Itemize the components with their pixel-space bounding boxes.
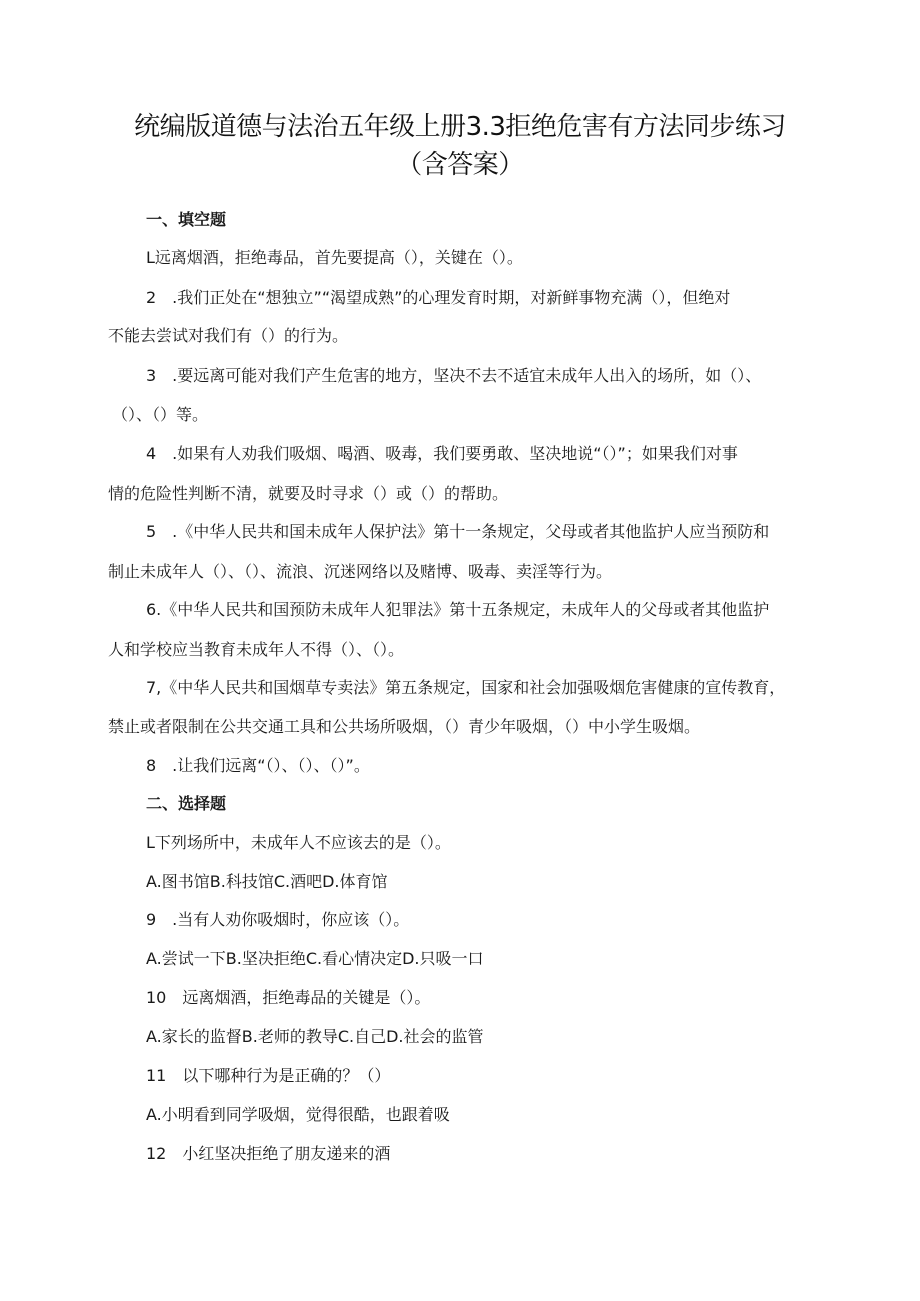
question-text: 3 .要远离可能对我们产生危害的地方，坚决不去不适宜未成年人出入的场所，如（）、 — [146, 366, 762, 385]
question-text: 5 .《中华人民共和国未成年人保护法》第十一条规定，父母或者其他监护人应当预防和 — [146, 522, 770, 541]
question-text: 10 远离烟酒，拒绝毒品的关键是（）。 — [146, 988, 431, 1007]
question-text: L远离烟酒，拒绝毒品，首先要提高（），关键在（）。 — [146, 248, 523, 267]
document-title-subtitle: （含答案） — [396, 150, 524, 180]
question-text: 9 .当有人劝你吸烟时，你应该（）。 — [146, 910, 410, 929]
question-text-continued: 不能去尝试对我们有（）的行为。 — [108, 326, 349, 345]
question-text: 6.《中华人民共和国预防未成年人犯罪法》第十五条规定，未成年人的父母或者其他监护 — [146, 600, 770, 619]
question-text-continued: 制止未成年人（）、（）、流浪、沉迷网络以及赌博、吸毒、卖淫等行为。 — [108, 562, 613, 581]
question-text: 2 .我们正处在“想独立”“渴望成熟”的心理发育时期，对新鲜事物充满（），但绝对 — [146, 288, 731, 307]
question-text: 11 以下哪种行为是正确的？（） — [146, 1066, 391, 1085]
document-title: 统编版道德与法治五年级上册3.3拒绝危害有方法同步练习 — [134, 112, 786, 142]
question-text: 8 .让我们远离“（）、（）、（）”。 — [146, 756, 370, 775]
question-options: A.尝试一下B.坚决拒绝C.看心情决定D.只吸一口 — [146, 949, 484, 968]
question-text: 4 .如果有人劝我们吸烟、喝酒、吸毒，我们要勇敢、坚决地说“（）”；如果我们对事 — [146, 444, 738, 463]
question-text-continued: 人和学校应当教育未成年人不得（）、（）。 — [108, 640, 405, 659]
question-text-continued: 情的危险性判断不清，就要及时寻求（）或（）的帮助。 — [108, 484, 509, 503]
question-text-continued: 禁止或者限制在公共交通工具和公共场所吸烟，（）青少年吸烟，（）中小学生吸烟。 — [108, 717, 701, 736]
section-heading-multiple-choice: 二、选择题 — [146, 794, 227, 813]
question-text: 12 小红坚决拒绝了朋友递来的酒 — [146, 1144, 391, 1163]
question-option: A.小明看到同学吸烟，觉得很酷，也跟着吸 — [146, 1105, 450, 1124]
section-heading-fill-in: 一、填空题 — [146, 210, 227, 229]
question-text-continued: （）、（）等。 — [112, 405, 209, 424]
question-options: A.图书馆B.科技馆C.酒吧D.体育馆 — [146, 872, 388, 891]
question-options: A.家长的监督B.老师的教导C.自己D.社会的监管 — [146, 1027, 484, 1046]
question-text: 7,《中华人民共和国烟草专卖法》第五条规定，国家和社会加强吸烟危害健康的宣传教育， — [146, 678, 786, 697]
question-text: L下列场所中，未成年人不应该去的是（）。 — [146, 833, 451, 852]
